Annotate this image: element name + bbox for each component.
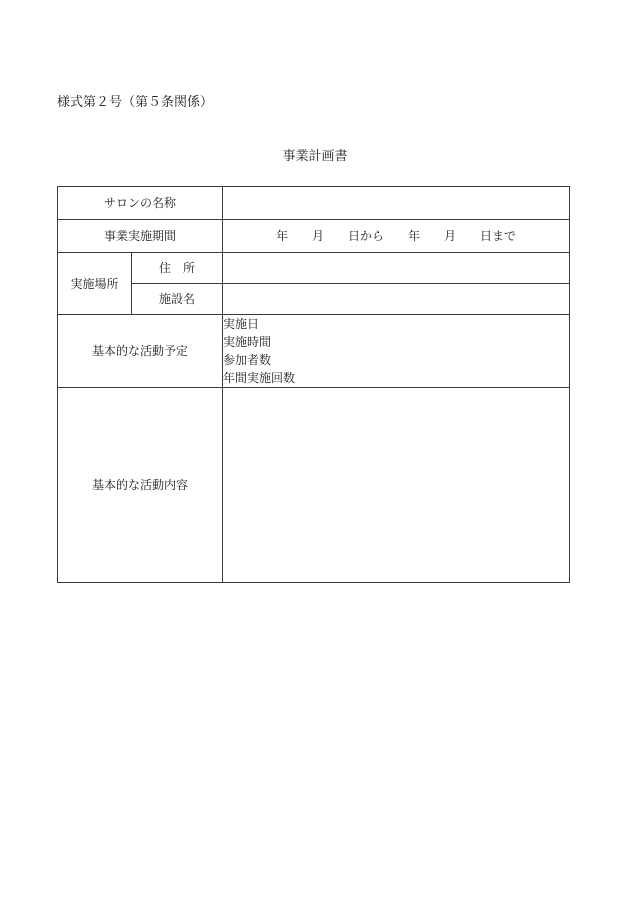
schedule-value [223, 315, 570, 388]
schedule-label: 基本的な活動予定 [58, 315, 223, 388]
table-row-salon-name [58, 187, 570, 220]
content-label: 基本的な活動内容 [58, 388, 223, 583]
form-number: 様式第２号（第５条関係） [57, 95, 214, 110]
table-row-schedule [58, 315, 570, 388]
schedule-item-participants: 参加者数 [223, 353, 272, 367]
period-label: 事業実施期間 [58, 220, 223, 253]
location-label: 実施場所 [58, 253, 132, 315]
table-row-facility [58, 284, 570, 315]
schedule-item-time: 実施時間 [223, 335, 272, 349]
content-value [223, 388, 570, 583]
table-row-address [58, 253, 570, 284]
table-row-content [58, 388, 570, 583]
address-value [223, 253, 570, 284]
salon-name-value [223, 187, 570, 220]
salon-name-label: サロンの名称 [58, 187, 223, 220]
facility-value [223, 284, 570, 315]
address-label: 住 所 [132, 253, 223, 284]
schedule-item-days: 実施日 [223, 317, 260, 331]
table-row-period [58, 220, 570, 253]
plan-table [57, 186, 570, 583]
period-value: 年 月 日から 年 月 日まで [223, 220, 570, 253]
document-title: 事業計画書 [282, 149, 348, 164]
schedule-item-annual-count: 年間実施回数 [223, 371, 296, 385]
facility-label: 施設名 [132, 284, 223, 315]
